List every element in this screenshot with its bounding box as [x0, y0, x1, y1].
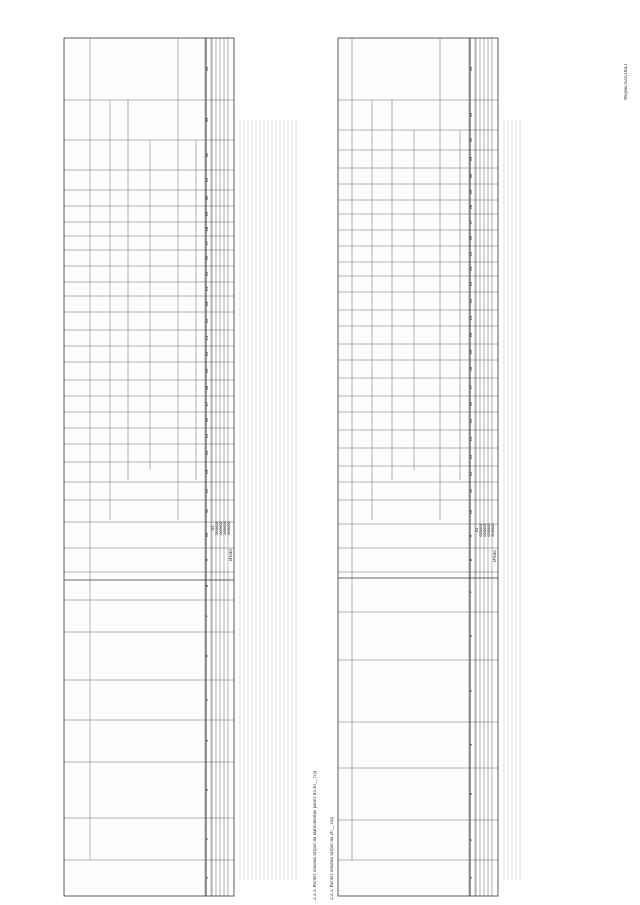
table-2-header-area	[338, 38, 470, 896]
table_1-column-number: 32	[204, 152, 209, 158]
table_2-column-number: 30	[468, 173, 473, 179]
table_1-column-number: 18	[204, 385, 209, 391]
table-2-total-label: Итого	[492, 550, 497, 562]
table_2-column-number: 21	[468, 315, 473, 321]
table_2-column-number: 26	[468, 235, 473, 241]
table_2-row-code: 000002	[482, 523, 487, 537]
table_2-column-number: 7	[468, 590, 473, 594]
table_1-column-number: 19	[204, 368, 209, 374]
table_1-row-code: 000001	[214, 521, 219, 535]
table_2-column-number: 9	[468, 534, 473, 538]
table_1-column-number: 5	[204, 698, 209, 702]
table_1-column-number: 3	[204, 788, 209, 792]
table_2-column-number: 6	[468, 634, 473, 638]
table_2-column-number: 29	[468, 189, 473, 195]
table_1-row-code: 000003	[222, 521, 227, 535]
table_2-column-number: 18	[468, 366, 473, 372]
table_2-column-number: 13	[468, 454, 473, 460]
table_1-column-number: 33	[204, 117, 209, 123]
table_2-column-number: 8	[468, 558, 473, 562]
table_1-column-number: 25	[204, 271, 209, 277]
table_2-row-code: 000001	[478, 523, 483, 537]
table_2-column-number: 3	[468, 792, 473, 796]
table_1-column-number: 10	[204, 532, 209, 538]
table_2-column-number: 23	[468, 281, 473, 287]
table-1-total-label: Итого	[228, 549, 233, 561]
table_2-column-number: 10	[468, 509, 473, 515]
table_2-row-code: 900000	[490, 523, 495, 537]
table_1-column-number: 12	[204, 488, 209, 494]
table_1-column-number: 21	[204, 335, 209, 341]
table_2-column-number: 12	[468, 471, 473, 477]
table_2-column-number: 27	[468, 219, 473, 225]
table_1-column-number: 9	[204, 558, 209, 562]
table_1-column-number: 29	[204, 211, 209, 217]
table_2-column-number: 1	[468, 876, 473, 880]
table_1-column-number: 23	[204, 301, 209, 307]
table_1-column-number: 20	[204, 351, 209, 357]
table_2-column-number: 24	[468, 266, 473, 272]
table_1-column-number: 30	[204, 195, 209, 201]
table_2-column-number: 4	[468, 743, 473, 747]
table_1-column-number: 15	[204, 433, 209, 439]
table_2-column-number: 32	[468, 137, 473, 143]
table_1-column-number: 7	[204, 614, 209, 618]
table_2-column-number: 22	[468, 298, 473, 304]
table_1-column-number: 14	[204, 450, 209, 456]
table_2-column-number: 20	[468, 332, 473, 338]
table_2-row-code: 01	[474, 527, 479, 533]
table_1-column-number: 28	[204, 226, 209, 232]
table_1-column-number: 27	[204, 240, 209, 246]
table_2-column-number: 15	[468, 418, 473, 424]
table-2	[338, 38, 498, 896]
table_1-column-number: 13	[204, 469, 209, 475]
table_2-column-number: 5	[468, 689, 473, 693]
table_2-column-number: 11	[468, 488, 473, 494]
table_2-column-number: 31	[468, 156, 473, 162]
table_2-column-number: 16	[468, 401, 473, 407]
table_1-column-number: 4	[204, 739, 209, 743]
section-2-caption: 2.3.3. Расчет объема затрат на выполнение работ на 20__ год	[313, 771, 318, 900]
table_1-column-number: 6	[204, 654, 209, 658]
table_1-column-number: 11	[204, 508, 209, 514]
table_2-column-number: 14	[468, 436, 473, 442]
table_1-row-code: 01	[210, 525, 215, 531]
table_2-row-code: 000003	[486, 523, 491, 537]
table_1-column-number: 22	[204, 318, 209, 324]
table_1-row-code: 900000	[226, 521, 231, 535]
table_2-column-number: 25	[468, 251, 473, 257]
table-1-header-area	[64, 38, 206, 896]
section-1-caption: 2.2.3. Расчет объема затрат на 20__ год	[330, 817, 335, 900]
table_1-column-number: 17	[204, 401, 209, 407]
table_1-column-number: 8	[204, 584, 209, 588]
table_1-column-number: 2	[204, 837, 209, 841]
table_1-row-code: 000002	[218, 521, 223, 535]
table_1-column-number: 31	[204, 177, 209, 183]
table-2-row-codes	[474, 523, 495, 537]
table_2-column-number: 17	[468, 384, 473, 390]
form-code: Форма 0505184.1	[624, 63, 629, 100]
table_1-column-number: 26	[204, 255, 209, 261]
table_1-column-number: 24	[204, 286, 209, 292]
table_2-column-number: 34	[468, 66, 473, 72]
table_2-column-number: 28	[468, 204, 473, 210]
table_2-column-number: 33	[468, 112, 473, 118]
table_2-column-number: 19	[468, 349, 473, 355]
table-1	[64, 38, 234, 896]
table-2-footnotes	[504, 120, 520, 880]
table_1-column-number: 34	[204, 66, 209, 72]
table_1-column-number: 1	[204, 876, 209, 880]
table_1-column-number: 16	[204, 417, 209, 423]
table-1-footnotes	[240, 120, 296, 880]
table_2-column-number: 2	[468, 838, 473, 842]
table-1-row-codes	[210, 521, 231, 535]
